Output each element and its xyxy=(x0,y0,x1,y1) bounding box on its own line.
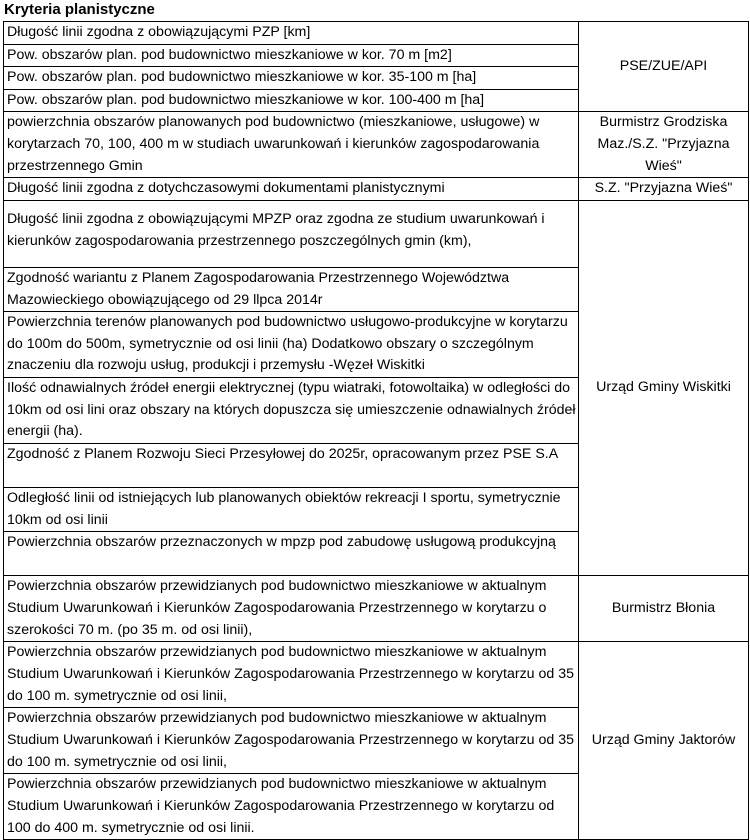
source-cell: S.Z. "Przyjazna Wieś" xyxy=(579,178,749,201)
source-cell: Burmistrz Grodziska Maz./S.Z. "Przyjazna Wieś" xyxy=(579,112,749,178)
criterion-cell: Powierzchnia obszarów przewidzianych pod budownictwo mieszkaniowe w aktualnym Studium Uwarunkowań i Kierunków Zagospodarowania Przestrzennego w korytarzu od 35 do 100 m. symetrycznie od osi linii, xyxy=(4,708,579,774)
criterion-cell: Odległość linii od istniejących lub planowanych obiektów rekreacji I sportu, symetrycznie 10km od osi linii xyxy=(4,488,579,532)
criterion-cell: Powierzchnia obszarów przewidzianych pod budownictwo mieszkaniowe w aktualnym Studium Uwarunkowań i Kierunków Zagospodarowania Przestrzennego w korytarzu od 35 do 100 m. symetrycznie od osi linii, xyxy=(4,642,579,708)
table-row xyxy=(4,576,749,642)
criterion-cell: Zgodność wariantu z Planem Zagospodarowania Przestrzennego Województwa Mazowieckiego obowiązującego od 29 llpca 2014r xyxy=(4,267,579,311)
criterion-cell: Ilość odnawialnych źródeł energii elektrycznej (typu wiatraki, fotowoltaika) w odległości do 10km od osi lini oraz obszary na których dopuszcza się umieszczenie odnawialnych źródeł energii (ha). xyxy=(4,378,579,444)
criteria-table xyxy=(3,21,749,840)
criterion-cell: Zgodność z Planem Rozwoju Sieci Przesyłowej do 2025r, opracowanym przez PSE S.A xyxy=(4,444,579,488)
criterion-cell: Powierzchnia obszarów przewidzianych pod budownictwo mieszkaniowe w aktualnym Studium Uwarunkowań i Kierunków Zagospodarowania Przestrzennego w korytarzu o szerokości 70 m. (po 35 m. od osi linii), xyxy=(4,576,579,642)
source-cell: Urząd Gminy Jaktorów xyxy=(579,642,749,840)
table-row xyxy=(4,200,749,267)
criterion-cell: Powierzchnia obszarów przeznaczonych w mpzp pod zabudowę usługową produkcyjną xyxy=(4,532,579,576)
criterion-cell: Pow. obszarów plan. pod budownictwo mieszkaniowe w kor. 100-400 m [ha] xyxy=(4,89,579,112)
criterion-cell: Długość linii zgodna z dotychczasowymi dokumentami planistycznymi xyxy=(4,178,579,201)
source-cell: Urząd Gminy Wiskitki xyxy=(579,200,749,575)
criterion-cell: Powierzchnia terenów planowanych pod budownictwo usługowo-produkcyjne w korytarzu do 100m do 500m, symetrycznie od osi linii (ha) Dodatkowo obszary o szczególnym znaczeniu dla rozwoju usług, produkcji i przemysłu -Węzeł Wiskitki xyxy=(4,312,579,378)
table-row xyxy=(4,22,749,45)
table-row xyxy=(4,178,749,201)
section-title: Kryteria planistyczne xyxy=(4,1,155,18)
criterion-cell: Pow. obszarów plan. pod budownictwo mieszkaniowe w kor. 70 m [m2] xyxy=(4,44,579,67)
table-row xyxy=(4,642,749,708)
source-cell: PSE/ZUE/API xyxy=(579,22,749,112)
criterion-cell: Powierzchnia obszarów przewidzianych pod budownictwo mieszkaniowe w aktualnym Studium Uwarunkowań i Kierunków Zagospodarowania Przestrzennego w korytarzu od 100 do 400 m. symetrycznie od osi linii. xyxy=(4,774,579,840)
criterion-cell: Pow. obszarów plan. pod budownictwo mieszkaniowe w kor. 35-100 m [ha] xyxy=(4,67,579,90)
criterion-cell: Długość linii zgodna z obowiązującymi PZP [km] xyxy=(4,22,579,45)
table-row xyxy=(4,112,749,178)
source-cell: Burmistrz Błonia xyxy=(579,576,749,642)
criterion-cell: powierzchnia obszarów planowanych pod budownictwo (mieszkaniowe, usługowe) w korytarzach 70, 100, 400 m w studiach uwarunkowań i kierunków zagospodarowania przestrzennego Gmin xyxy=(4,112,579,178)
criterion-cell: Długość linii zgodna z obowiązującymi MPZP oraz zgodna ze studium uwarunkowań i kierunków zagospodarowania przestrzennego poszczególnych gmin (km), xyxy=(4,200,579,267)
